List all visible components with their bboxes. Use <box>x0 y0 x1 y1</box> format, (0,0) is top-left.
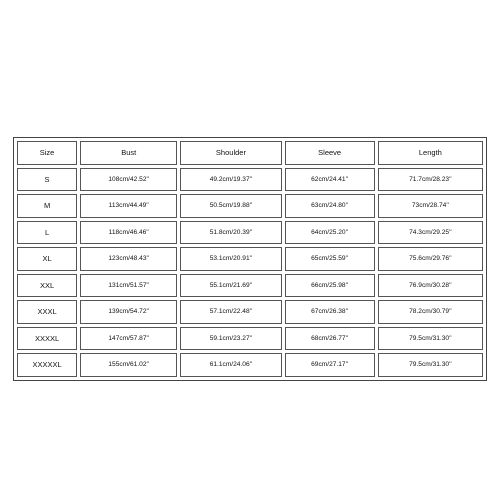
header-row <box>17 141 483 165</box>
length-cell: 78.2cm/30.79'' <box>378 300 483 324</box>
sleeve-cell: 63cm/24.80'' <box>285 194 375 218</box>
size-cell: M <box>17 194 77 218</box>
bust-cell: 118cm/46.46'' <box>80 221 177 245</box>
sleeve-cell: 67cm/26.38'' <box>285 300 375 324</box>
sleeve-cell: 69cm/27.17'' <box>285 353 375 377</box>
bust-cell: 108cm/42.52'' <box>80 168 177 192</box>
size-cell: L <box>17 221 77 245</box>
bust-cell: 155cm/61.02'' <box>80 353 177 377</box>
header-shoulder: Shoulder <box>180 141 281 165</box>
sleeve-cell: 64cm/25.20'' <box>285 221 375 245</box>
sleeve-cell: 62cm/24.41'' <box>285 168 375 192</box>
table-row <box>17 194 483 218</box>
header-size: Size <box>17 141 77 165</box>
size-cell: S <box>17 168 77 192</box>
length-cell: 75.6cm/29.76'' <box>378 247 483 271</box>
length-cell: 76.9cm/30.28'' <box>378 274 483 298</box>
table-row <box>17 274 483 298</box>
header-bust: Bust <box>80 141 177 165</box>
length-cell: 73cm/28.74'' <box>378 194 483 218</box>
table-row <box>17 327 483 351</box>
shoulder-cell: 53.1cm/20.91'' <box>180 247 281 271</box>
sleeve-cell: 68cm/26.77'' <box>285 327 375 351</box>
shoulder-cell: 59.1cm/23.27'' <box>180 327 281 351</box>
table-row <box>17 247 483 271</box>
size-cell: XXXL <box>17 300 77 324</box>
table-row <box>17 168 483 192</box>
header-length: Length <box>378 141 483 165</box>
table-row <box>17 221 483 245</box>
bust-cell: 147cm/57.87'' <box>80 327 177 351</box>
length-cell: 74.3cm/29.25'' <box>378 221 483 245</box>
length-cell: 71.7cm/28.23'' <box>378 168 483 192</box>
length-cell: 79.5cm/31.30'' <box>378 353 483 377</box>
size-chart-table <box>13 137 487 381</box>
shoulder-cell: 61.1cm/24.06'' <box>180 353 281 377</box>
table-row <box>17 353 483 377</box>
size-cell: XL <box>17 247 77 271</box>
shoulder-cell: 49.2cm/19.37'' <box>180 168 281 192</box>
shoulder-cell: 50.5cm/19.88'' <box>180 194 281 218</box>
length-cell: 79.5cm/31.30'' <box>378 327 483 351</box>
shoulder-cell: 55.1cm/21.69'' <box>180 274 281 298</box>
bust-cell: 131cm/51.57'' <box>80 274 177 298</box>
size-cell: XXL <box>17 274 77 298</box>
size-cell: XXXXXL <box>17 353 77 377</box>
shoulder-cell: 57.1cm/22.48'' <box>180 300 281 324</box>
table-row <box>17 300 483 324</box>
sleeve-cell: 65cm/25.59'' <box>285 247 375 271</box>
bust-cell: 139cm/54.72'' <box>80 300 177 324</box>
sleeve-cell: 66cm/25.98'' <box>285 274 375 298</box>
shoulder-cell: 51.8cm/20.39'' <box>180 221 281 245</box>
bust-cell: 123cm/48.43'' <box>80 247 177 271</box>
bust-cell: 113cm/44.49'' <box>80 194 177 218</box>
header-sleeve: Sleeve <box>285 141 375 165</box>
size-cell: XXXXL <box>17 327 77 351</box>
